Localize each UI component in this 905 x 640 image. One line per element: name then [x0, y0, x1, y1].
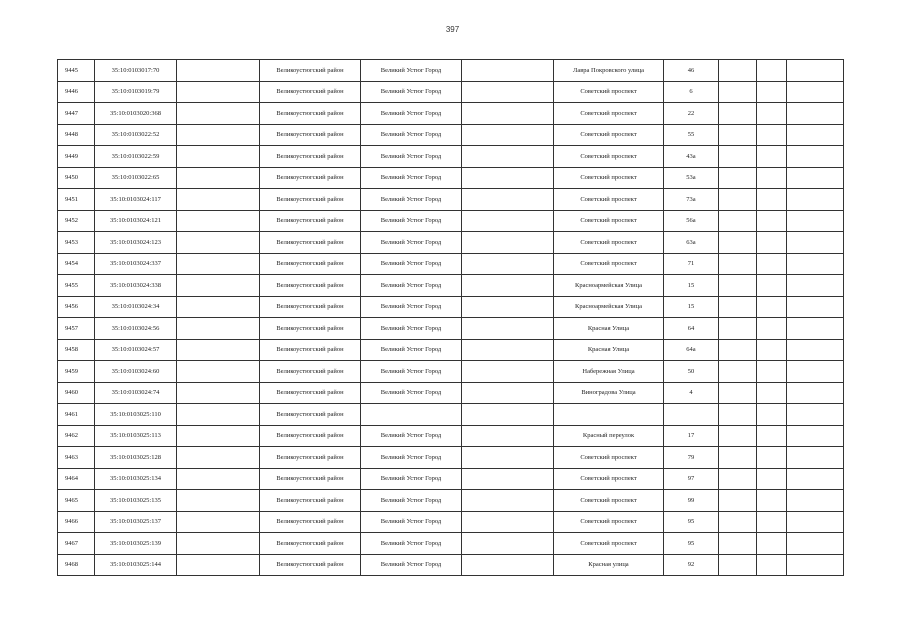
- house-number-cell: 73а: [664, 189, 719, 211]
- empty-cell: [719, 425, 757, 447]
- street-cell: [554, 404, 664, 426]
- empty-cell: [462, 210, 554, 232]
- district-cell: Великоустюгский район: [260, 146, 361, 168]
- house-number-cell: 46: [664, 60, 719, 82]
- empty-cell: [462, 511, 554, 533]
- empty-cell: [177, 468, 260, 490]
- locality-cell: Великий Устюг Город: [361, 81, 462, 103]
- locality-cell: Великий Устюг Город: [361, 425, 462, 447]
- row-number-cell: 9452: [58, 210, 95, 232]
- cadastral-number-cell: 35:10:0103024:121: [95, 210, 177, 232]
- house-number-cell: [664, 404, 719, 426]
- table-row: [58, 81, 844, 103]
- empty-cell: [757, 167, 787, 189]
- empty-cell: [177, 339, 260, 361]
- district-cell: Великоустюгский район: [260, 490, 361, 512]
- cadastral-number-cell: 35:10:0103022:65: [95, 167, 177, 189]
- cadastral-number-cell: 35:10:0103025:110: [95, 404, 177, 426]
- cadastral-number-cell: 35:10:0103025:113: [95, 425, 177, 447]
- empty-cell: [757, 296, 787, 318]
- empty-cell: [719, 232, 757, 254]
- empty-cell: [719, 124, 757, 146]
- row-number-cell: 9451: [58, 189, 95, 211]
- empty-cell: [787, 60, 844, 82]
- street-cell: Советский проспект: [554, 103, 664, 125]
- empty-cell: [462, 554, 554, 576]
- locality-cell: Великий Устюг Город: [361, 60, 462, 82]
- empty-cell: [757, 533, 787, 555]
- empty-cell: [757, 60, 787, 82]
- row-number-cell: 9462: [58, 425, 95, 447]
- street-cell: Советский проспект: [554, 124, 664, 146]
- street-cell: Советский проспект: [554, 511, 664, 533]
- empty-cell: [787, 167, 844, 189]
- street-cell: Красноармейская Улица: [554, 275, 664, 297]
- cadastral-number-cell: 35:10:0103017:70: [95, 60, 177, 82]
- house-number-cell: 92: [664, 554, 719, 576]
- locality-cell: Великий Устюг Город: [361, 339, 462, 361]
- house-number-cell: 43а: [664, 146, 719, 168]
- empty-cell: [462, 447, 554, 469]
- empty-cell: [719, 318, 757, 340]
- empty-cell: [719, 382, 757, 404]
- locality-cell: Великий Устюг Город: [361, 232, 462, 254]
- empty-cell: [787, 554, 844, 576]
- house-number-cell: 50: [664, 361, 719, 383]
- locality-cell: Великий Устюг Город: [361, 167, 462, 189]
- street-cell: Красная Улица: [554, 318, 664, 340]
- empty-cell: [787, 511, 844, 533]
- empty-cell: [787, 490, 844, 512]
- district-cell: Великоустюгский район: [260, 124, 361, 146]
- empty-cell: [462, 81, 554, 103]
- empty-cell: [462, 167, 554, 189]
- empty-cell: [177, 296, 260, 318]
- street-cell: Советский проспект: [554, 468, 664, 490]
- empty-cell: [787, 189, 844, 211]
- empty-cell: [787, 210, 844, 232]
- empty-cell: [177, 60, 260, 82]
- street-cell: Красная Улица: [554, 339, 664, 361]
- house-number-cell: 22: [664, 103, 719, 125]
- table-row: [58, 490, 844, 512]
- empty-cell: [757, 210, 787, 232]
- street-cell: Советский проспект: [554, 490, 664, 512]
- cadastral-number-cell: 35:10:0103025:144: [95, 554, 177, 576]
- page-number: 397: [445, 25, 460, 34]
- cadastral-number-cell: 35:10:0103025:134: [95, 468, 177, 490]
- empty-cell: [757, 554, 787, 576]
- table-row: [58, 275, 844, 297]
- empty-cell: [462, 425, 554, 447]
- row-number-cell: 9445: [58, 60, 95, 82]
- district-cell: Великоустюгский район: [260, 232, 361, 254]
- cadastral-number-cell: 35:10:0103024:57: [95, 339, 177, 361]
- empty-cell: [462, 382, 554, 404]
- house-number-cell: 6: [664, 81, 719, 103]
- empty-cell: [177, 425, 260, 447]
- cadastral-number-cell: 35:10:0103024:56: [95, 318, 177, 340]
- table-row: [58, 60, 844, 82]
- house-number-cell: 15: [664, 275, 719, 297]
- empty-cell: [462, 146, 554, 168]
- house-number-cell: 79: [664, 447, 719, 469]
- empty-cell: [177, 210, 260, 232]
- locality-cell: Великий Устюг Город: [361, 554, 462, 576]
- district-cell: Великоустюгский район: [260, 339, 361, 361]
- empty-cell: [787, 318, 844, 340]
- empty-cell: [757, 468, 787, 490]
- cadastral-number-cell: 35:10:0103024:60: [95, 361, 177, 383]
- row-number-cell: 9447: [58, 103, 95, 125]
- district-cell: Великоустюгский район: [260, 210, 361, 232]
- empty-cell: [757, 490, 787, 512]
- row-number-cell: 9466: [58, 511, 95, 533]
- district-cell: Великоустюгский район: [260, 275, 361, 297]
- street-cell: Советский проспект: [554, 167, 664, 189]
- empty-cell: [462, 404, 554, 426]
- cadastral-number-cell: 35:10:0103020:368: [95, 103, 177, 125]
- district-cell: Великоустюгский район: [260, 425, 361, 447]
- empty-cell: [787, 447, 844, 469]
- cadastral-number-cell: 35:10:0103024:74: [95, 382, 177, 404]
- district-cell: Великоустюгский район: [260, 361, 361, 383]
- house-number-cell: 4: [664, 382, 719, 404]
- table-row: [58, 511, 844, 533]
- empty-cell: [787, 533, 844, 555]
- empty-cell: [177, 124, 260, 146]
- empty-cell: [719, 447, 757, 469]
- cadastral-number-cell: 35:10:0103022:52: [95, 124, 177, 146]
- table-row: [58, 361, 844, 383]
- row-number-cell: 9460: [58, 382, 95, 404]
- street-cell: Советский проспект: [554, 447, 664, 469]
- empty-cell: [462, 361, 554, 383]
- empty-cell: [757, 189, 787, 211]
- row-number-cell: 9453: [58, 232, 95, 254]
- empty-cell: [462, 232, 554, 254]
- table-row: [58, 318, 844, 340]
- house-number-cell: 95: [664, 533, 719, 555]
- street-cell: Лаврa Покровского улица: [554, 60, 664, 82]
- locality-cell: Великий Устюг Город: [361, 146, 462, 168]
- empty-cell: [757, 253, 787, 275]
- empty-cell: [177, 146, 260, 168]
- empty-cell: [177, 189, 260, 211]
- street-cell: Советский проспект: [554, 232, 664, 254]
- empty-cell: [462, 275, 554, 297]
- empty-cell: [757, 382, 787, 404]
- locality-cell: Великий Устюг Город: [361, 210, 462, 232]
- empty-cell: [719, 490, 757, 512]
- empty-cell: [177, 511, 260, 533]
- row-number-cell: 9467: [58, 533, 95, 555]
- cadastral-number-cell: 35:10:0103025:128: [95, 447, 177, 469]
- street-cell: Набережная Улица: [554, 361, 664, 383]
- district-cell: Великоустюгский район: [260, 296, 361, 318]
- district-cell: Великоустюгский район: [260, 167, 361, 189]
- empty-cell: [757, 81, 787, 103]
- empty-cell: [719, 511, 757, 533]
- cadastral-number-cell: 35:10:0103019:79: [95, 81, 177, 103]
- table-row: [58, 253, 844, 275]
- row-number-cell: 9468: [58, 554, 95, 576]
- locality-cell: Великий Устюг Город: [361, 189, 462, 211]
- empty-cell: [719, 81, 757, 103]
- locality-cell: Великий Устюг Город: [361, 511, 462, 533]
- empty-cell: [757, 318, 787, 340]
- empty-cell: [719, 146, 757, 168]
- empty-cell: [787, 339, 844, 361]
- row-number-cell: 9464: [58, 468, 95, 490]
- registry-table: [57, 59, 844, 576]
- empty-cell: [787, 275, 844, 297]
- cadastral-number-cell: 35:10:0103024:123: [95, 232, 177, 254]
- row-number-cell: 9455: [58, 275, 95, 297]
- table-row: [58, 167, 844, 189]
- empty-cell: [787, 124, 844, 146]
- district-cell: Великоустюгский район: [260, 60, 361, 82]
- empty-cell: [787, 103, 844, 125]
- locality-cell: Великий Устюг Город: [361, 468, 462, 490]
- cadastral-number-cell: 35:10:0103024:34: [95, 296, 177, 318]
- street-cell: Виноградова Улица: [554, 382, 664, 404]
- empty-cell: [787, 382, 844, 404]
- empty-cell: [719, 339, 757, 361]
- street-cell: Советский проспект: [554, 81, 664, 103]
- cadastral-number-cell: 35:10:0103025:137: [95, 511, 177, 533]
- empty-cell: [177, 361, 260, 383]
- row-number-cell: 9465: [58, 490, 95, 512]
- empty-cell: [177, 253, 260, 275]
- district-cell: Великоустюгский район: [260, 253, 361, 275]
- empty-cell: [462, 253, 554, 275]
- locality-cell: Великий Устюг Город: [361, 275, 462, 297]
- row-number-cell: 9459: [58, 361, 95, 383]
- table-row: [58, 146, 844, 168]
- empty-cell: [177, 167, 260, 189]
- street-cell: Советский проспект: [554, 533, 664, 555]
- empty-cell: [787, 232, 844, 254]
- house-number-cell: 56а: [664, 210, 719, 232]
- row-number-cell: 9450: [58, 167, 95, 189]
- row-number-cell: 9461: [58, 404, 95, 426]
- table-row: [58, 533, 844, 555]
- empty-cell: [719, 361, 757, 383]
- empty-cell: [177, 275, 260, 297]
- empty-cell: [719, 554, 757, 576]
- empty-cell: [787, 81, 844, 103]
- empty-cell: [757, 361, 787, 383]
- district-cell: Великоустюгский район: [260, 382, 361, 404]
- empty-cell: [719, 189, 757, 211]
- district-cell: Великоустюгский район: [260, 533, 361, 555]
- house-number-cell: 64а: [664, 339, 719, 361]
- locality-cell: Великий Устюг Город: [361, 533, 462, 555]
- cadastral-number-cell: 35:10:0103025:139: [95, 533, 177, 555]
- empty-cell: [719, 404, 757, 426]
- empty-cell: [462, 339, 554, 361]
- row-number-cell: 9446: [58, 81, 95, 103]
- empty-cell: [719, 275, 757, 297]
- empty-cell: [787, 425, 844, 447]
- table-row: [58, 103, 844, 125]
- table-row: [58, 189, 844, 211]
- empty-cell: [757, 124, 787, 146]
- empty-cell: [719, 533, 757, 555]
- table-row: [58, 468, 844, 490]
- cadastral-number-cell: 35:10:0103024:337: [95, 253, 177, 275]
- street-cell: Советский проспект: [554, 210, 664, 232]
- table-row: [58, 382, 844, 404]
- empty-cell: [177, 382, 260, 404]
- empty-cell: [462, 318, 554, 340]
- house-number-cell: 63а: [664, 232, 719, 254]
- empty-cell: [757, 339, 787, 361]
- street-cell: Советский проспект: [554, 189, 664, 211]
- house-number-cell: 17: [664, 425, 719, 447]
- locality-cell: Великий Устюг Город: [361, 103, 462, 125]
- table-row: [58, 232, 844, 254]
- empty-cell: [787, 296, 844, 318]
- cadastral-number-cell: 35:10:0103025:135: [95, 490, 177, 512]
- locality-cell: Великий Устюг Город: [361, 318, 462, 340]
- table-row: [58, 296, 844, 318]
- street-cell: Советский проспект: [554, 253, 664, 275]
- locality-cell: Великий Устюг Город: [361, 124, 462, 146]
- row-number-cell: 9457: [58, 318, 95, 340]
- empty-cell: [719, 296, 757, 318]
- district-cell: Великоустюгский район: [260, 404, 361, 426]
- table-row: [58, 425, 844, 447]
- empty-cell: [462, 296, 554, 318]
- house-number-cell: 99: [664, 490, 719, 512]
- house-number-cell: 64: [664, 318, 719, 340]
- empty-cell: [177, 81, 260, 103]
- locality-cell: Великий Устюг Город: [361, 490, 462, 512]
- empty-cell: [177, 232, 260, 254]
- empty-cell: [719, 253, 757, 275]
- empty-cell: [757, 103, 787, 125]
- row-number-cell: 9448: [58, 124, 95, 146]
- table-row: [58, 124, 844, 146]
- empty-cell: [177, 447, 260, 469]
- empty-cell: [462, 490, 554, 512]
- empty-cell: [719, 60, 757, 82]
- empty-cell: [462, 60, 554, 82]
- empty-cell: [787, 361, 844, 383]
- row-number-cell: 9463: [58, 447, 95, 469]
- house-number-cell: 71: [664, 253, 719, 275]
- empty-cell: [177, 404, 260, 426]
- table-row: [58, 210, 844, 232]
- house-number-cell: 55: [664, 124, 719, 146]
- district-cell: Великоустюгский район: [260, 447, 361, 469]
- empty-cell: [462, 189, 554, 211]
- table-row: [58, 404, 844, 426]
- street-cell: Советский проспект: [554, 146, 664, 168]
- district-cell: Великоустюгский район: [260, 81, 361, 103]
- table-body: [58, 60, 844, 576]
- empty-cell: [719, 167, 757, 189]
- row-number-cell: 9458: [58, 339, 95, 361]
- empty-cell: [462, 103, 554, 125]
- empty-cell: [757, 511, 787, 533]
- district-cell: Великоустюгский район: [260, 554, 361, 576]
- empty-cell: [177, 554, 260, 576]
- street-cell: Красная улица: [554, 554, 664, 576]
- cadastral-number-cell: 35:10:0103024:117: [95, 189, 177, 211]
- cadastral-number-cell: 35:10:0103022:59: [95, 146, 177, 168]
- locality-cell: [361, 404, 462, 426]
- empty-cell: [177, 103, 260, 125]
- empty-cell: [177, 533, 260, 555]
- empty-cell: [787, 146, 844, 168]
- row-number-cell: 9449: [58, 146, 95, 168]
- district-cell: Великоустюгский район: [260, 318, 361, 340]
- locality-cell: Великий Устюг Город: [361, 296, 462, 318]
- empty-cell: [719, 103, 757, 125]
- row-number-cell: 9456: [58, 296, 95, 318]
- table-row: [58, 554, 844, 576]
- street-cell: Красноармейская Улица: [554, 296, 664, 318]
- empty-cell: [462, 124, 554, 146]
- empty-cell: [462, 533, 554, 555]
- cadastral-number-cell: 35:10:0103024:338: [95, 275, 177, 297]
- house-number-cell: 97: [664, 468, 719, 490]
- street-cell: Красный переулок: [554, 425, 664, 447]
- empty-cell: [787, 253, 844, 275]
- district-cell: Великоустюгский район: [260, 511, 361, 533]
- table-row: [58, 447, 844, 469]
- empty-cell: [787, 404, 844, 426]
- empty-cell: [757, 146, 787, 168]
- table-row: [58, 339, 844, 361]
- empty-cell: [757, 447, 787, 469]
- empty-cell: [757, 275, 787, 297]
- empty-cell: [757, 404, 787, 426]
- empty-cell: [177, 318, 260, 340]
- locality-cell: Великий Устюг Город: [361, 447, 462, 469]
- row-number-cell: 9454: [58, 253, 95, 275]
- district-cell: Великоустюгский район: [260, 103, 361, 125]
- house-number-cell: 95: [664, 511, 719, 533]
- house-number-cell: 15: [664, 296, 719, 318]
- empty-cell: [757, 232, 787, 254]
- district-cell: Великоустюгский район: [260, 468, 361, 490]
- locality-cell: Великий Устюг Город: [361, 382, 462, 404]
- locality-cell: Великий Устюг Город: [361, 361, 462, 383]
- house-number-cell: 53а: [664, 167, 719, 189]
- empty-cell: [787, 468, 844, 490]
- locality-cell: Великий Устюг Город: [361, 253, 462, 275]
- empty-cell: [719, 210, 757, 232]
- empty-cell: [177, 490, 260, 512]
- empty-cell: [719, 468, 757, 490]
- empty-cell: [462, 468, 554, 490]
- district-cell: Великоустюгский район: [260, 189, 361, 211]
- empty-cell: [757, 425, 787, 447]
